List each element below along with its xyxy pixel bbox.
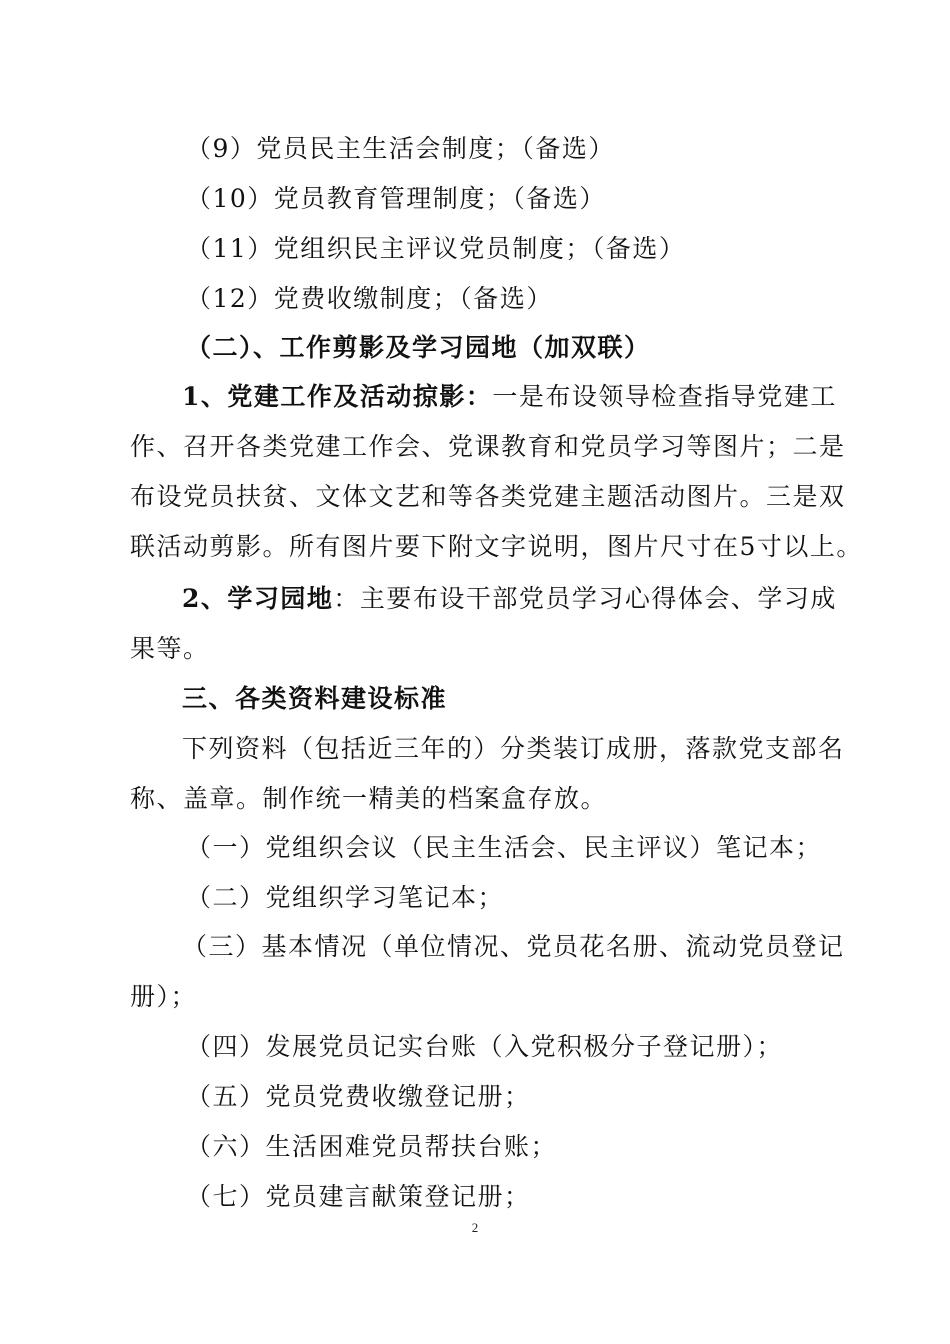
material-item-6: （六）生活困难党员帮扶台账； [186,1132,558,1161]
study-paragraph-line-1 [182,582,837,616]
intro-paragraph-line-1: 下列资料（包括近三年的）分类装订成册，落款党支部名 [182,734,845,763]
item-11: （11）党组织民主评议党员制度；（备选） [186,234,686,263]
material-item-1: （一）党组织会议（民主生活会、民主评议）笔记本； [186,833,823,862]
material-item-3-continued: 册）； [130,982,198,1011]
study-paragraph-line-2: 果等。 [130,634,210,663]
study-line-1-rest: ：主要布设干部党员学习心得体会、学习成 [333,584,837,613]
photos-paragraph-line-2: 作、召开各类党建工作会、党课教育和党员学习等图片；二是 [130,432,846,461]
photos-paragraph-line-3: 布设党员扶贫、文体文艺和等各类党建主题活动图片。三是双 [130,482,846,511]
section-three-heading: 三、各类资料建设标准 [182,684,448,713]
material-item-4: （四）发展党员记实台账（入党积极分子登记册）； [186,1032,784,1061]
photos-label: 1、党建工作及活动掠影： [182,382,493,411]
photos-line-1-rest: 一是布设领导检查指导党建工 [492,382,837,411]
material-item-3: （三）基本情况（单位情况、党员花名册、流动党员登记 [182,932,845,961]
item-10: （10）党员教育管理制度；（备选） [186,184,606,213]
item-12: （12）党费收缴制度；（备选） [186,284,553,313]
material-item-5: （五）党员党费收缴登记册； [186,1082,531,1111]
intro-paragraph-line-2: 称、盖章。制作统一精美的档案盒存放。 [130,784,608,813]
material-item-7: （七）党员建言献策登记册； [186,1182,531,1211]
photos-paragraph-line-4: 联活动剪影。所有图片要下附文字说明，图片尺寸在5寸以上。 [130,532,863,561]
section-two-heading: （二）、工作剪影及学习园地（加双联） [186,333,651,362]
photos-paragraph-line-1 [182,380,837,414]
material-item-2: （二）党组织学习笔记本； [186,883,505,912]
study-label: 2、学习园地 [182,584,334,613]
page-number: 2 [471,1220,479,1235]
item-9: （9）党员民主生活会制度；（备选） [186,134,615,163]
